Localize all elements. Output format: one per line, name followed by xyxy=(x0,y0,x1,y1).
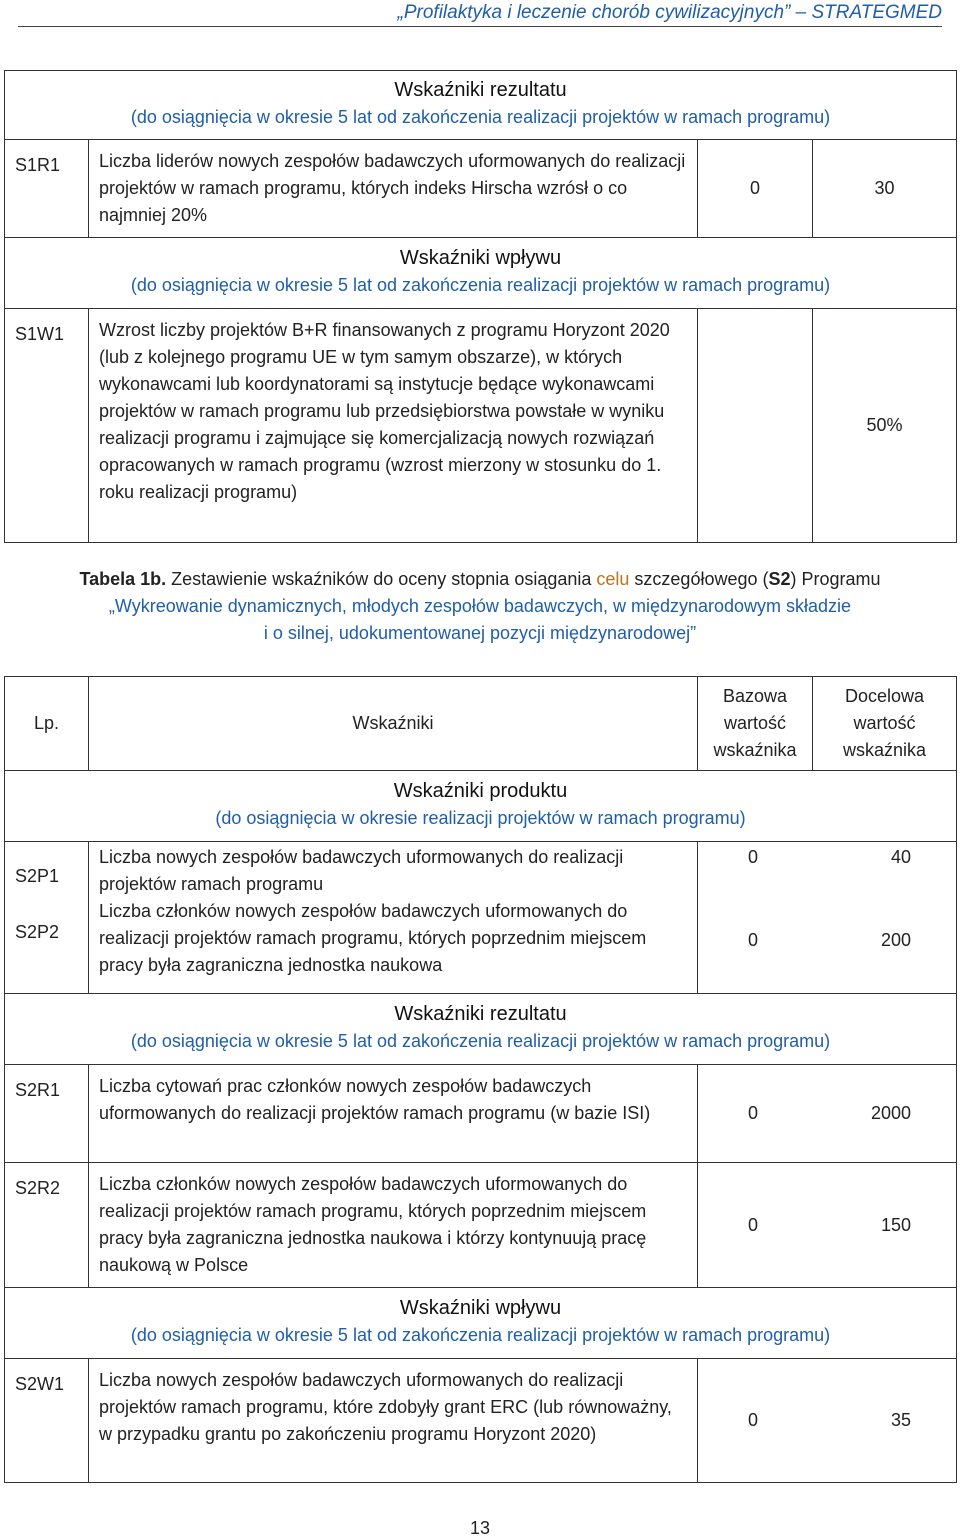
section-subtitle: (do osiągnięcia w okresie 5 lat od zakończenia realizacji projektów w ramach programu) xyxy=(130,1325,831,1345)
section-subtitle: (do osiągnięcia w okresie 5 lat od zakończenia realizacji projektów w ramach programu) xyxy=(130,275,831,295)
row-code: S2R2 xyxy=(5,1163,89,1288)
caption-highlight: celu xyxy=(596,569,630,589)
header-target-value: Docelowa wartość wskaźnika xyxy=(813,677,957,771)
table-row-s2p-group xyxy=(5,842,957,994)
row-code: S1W1 xyxy=(5,309,89,543)
value-pair xyxy=(698,844,956,871)
row-code: S2P1 xyxy=(15,866,60,886)
target-value: 2000 xyxy=(870,1103,911,1123)
row-description: Liczba nowych zespołów badawczych uformowanych do realizacji projektów ramach programu, które zdobyły grant ERC (lub równoważny, w przypadku grantu po zakończeniu programu Horyzont 2020) xyxy=(89,1359,698,1483)
target-value: 30 xyxy=(813,140,957,238)
section-subtitle: (do osiągnięcia w okresie 5 lat od zakończenia realizacji projektów w ramach programu) xyxy=(130,1031,831,1051)
section-row-rezultatu xyxy=(5,994,957,1065)
caption-quote-line-1: „Wykreowanie dynamicznych, młodych zespołów badawczych, w międzynarodowym składzie xyxy=(108,596,852,616)
row-code: S2W1 xyxy=(5,1359,89,1483)
row-code: S2R1 xyxy=(5,1065,89,1163)
section-row-wplywu xyxy=(5,1288,957,1359)
values-group xyxy=(698,1359,957,1483)
section-title: Wskaźniki rezultatu xyxy=(394,1003,567,1025)
row-code: S2P2 xyxy=(15,922,60,942)
base-value: 0 xyxy=(698,140,813,238)
base-value: 0 xyxy=(748,1103,759,1123)
table-caption xyxy=(0,566,960,647)
row-description: Wzrost liczby projektów B+R finansowanych z programu Horyzont 2020 (lub z kolejnego programu UE w tym samym obszarze), w których wykonawcami lub koordynatorami są instytucje będące wykonawcami projektów w ramach programu lub przedsiębiorstwa powstałe w wyniku realizacji programu i zajmujące się komercjalizacją nowych rozwiązań opracowanych w ramach programu (wzrost mierzony w stosunku do 1. roku realizacji programu) xyxy=(89,309,698,543)
table-row-s1w1 xyxy=(5,309,957,543)
indicators-table-s2 xyxy=(4,676,957,1483)
section-title: Wskaźniki wpływu xyxy=(399,247,562,269)
table-row-s2r1 xyxy=(5,1065,957,1163)
page-number: 13 xyxy=(469,1518,491,1538)
section-row-rezultatu xyxy=(5,71,957,140)
section-title: Wskaźniki rezultatu xyxy=(394,79,567,101)
row-description: Liczba nowych zespołów badawczych uformowanych do realizacji projektów ramach programu xyxy=(99,847,624,894)
section-subtitle: (do osiągnięcia w okresie 5 lat od zakończenia realizacji projektów w ramach programu) xyxy=(130,107,831,127)
base-value-empty xyxy=(698,309,813,543)
header-row xyxy=(5,677,957,771)
section-row-wplywu xyxy=(5,238,957,309)
section-title: Wskaźniki produktu xyxy=(393,780,568,802)
header-indicators: Wskaźniki xyxy=(89,677,698,771)
section-row-produktu xyxy=(5,771,957,842)
row-description: Liczba członków nowych zespołów badawczych uformowanych do realizacji projektów ramach programu, których poprzednim miejscem pracy była zagraniczna jednostka naukowa xyxy=(99,901,647,975)
values-group xyxy=(698,1065,957,1163)
value-pair xyxy=(698,1212,956,1239)
caption-text: ) Programu xyxy=(790,569,881,589)
row-description: Liczba liderów nowych zespołów badawczych uformowanych do realizacji projektów w ramach programu, których indeks Hirscha wzrósł o co najmniej 20% xyxy=(89,140,698,238)
target-value: 35 xyxy=(890,1410,911,1430)
row-description: Liczba cytowań prac członków nowych zespołów badawczych uformowanych do realizacji projektów ramach programu (w bazie ISI) xyxy=(89,1065,698,1163)
row-description: Liczba członków nowych zespołów badawczych uformowanych do realizacji projektów ramach programu, których poprzednim miejscem pracy była zagraniczna jednostka naukowa i którzy kontynuują pracę naukową w Polsce xyxy=(89,1163,698,1288)
target-value: 40 xyxy=(890,847,911,867)
target-value: 200 xyxy=(880,930,911,950)
caption-text: Zestawienie wskaźników do oceny stopnia osiągania xyxy=(166,569,597,589)
values-group xyxy=(698,1163,957,1288)
value-pair xyxy=(698,1100,956,1127)
section-subtitle: (do osiągnięcia w okresie realizacji projektów w ramach programu) xyxy=(215,808,746,828)
values-group xyxy=(698,842,957,994)
row-codes xyxy=(5,842,89,994)
table-row-s2r2 xyxy=(5,1163,957,1288)
value-pair xyxy=(698,1407,956,1434)
base-value: 0 xyxy=(748,847,759,867)
header-lp: Lp. xyxy=(5,677,89,771)
caption-text: szczegółowego ( xyxy=(629,569,769,589)
target-value: 150 xyxy=(880,1214,911,1235)
target-value: 50% xyxy=(813,309,957,543)
base-value: 0 xyxy=(748,1214,759,1235)
caption-quote-line-2: i o silnej, udokumentowanej pozycji międzynarodowej” xyxy=(263,623,697,643)
running-header: „Profilaktyka i leczenie chorób cywilizacyjnych” – STRATEGMED xyxy=(18,0,942,27)
row-code: S1R1 xyxy=(5,140,89,238)
caption-label: Tabela 1b. xyxy=(79,569,167,589)
table-row-s2w1 xyxy=(5,1359,957,1483)
caption-code: S2 xyxy=(768,569,791,589)
indicators-table-s1 xyxy=(4,70,957,543)
table-row-s1r1 xyxy=(5,140,957,238)
base-value: 0 xyxy=(748,930,759,950)
section-title: Wskaźniki wpływu xyxy=(399,1297,562,1319)
header-base-value: Bazowa wartość wskaźnika xyxy=(698,677,813,771)
row-descriptions xyxy=(89,842,698,994)
value-pair xyxy=(698,927,956,954)
base-value: 0 xyxy=(748,1410,759,1430)
